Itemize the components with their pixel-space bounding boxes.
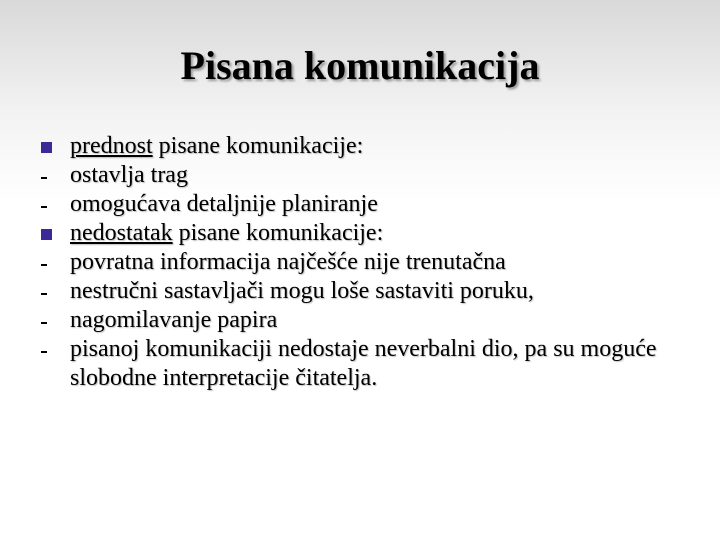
bullet-text: nestručni sastavljači mogu loše sastaviti poruku, [70, 278, 534, 304]
bullet-item [38, 190, 688, 219]
bullet-list [38, 132, 688, 393]
slide-title: Pisana komunikacija [180, 43, 540, 88]
bullet-text: pisanoj komunikaciji nedostaje neverbalni dio, pa su moguće slobodne interpretacije čitatelja. [70, 336, 657, 391]
bullet-text: omogućava detaljnije planiranje [70, 191, 378, 217]
bullet-item [38, 306, 688, 335]
bullet-text: pisane komunikacije: [172, 220, 384, 246]
bullet-item [38, 335, 688, 393]
dash-bullet-icon [38, 161, 58, 190]
bullet-item [38, 161, 688, 190]
bullet-item-advantage-heading [38, 132, 688, 161]
underlined-term: prednost [70, 133, 153, 159]
bullet-item [38, 248, 688, 277]
square-bullet-icon [38, 132, 58, 161]
dash-bullet-icon [38, 190, 58, 219]
dash-bullet-icon [38, 248, 58, 277]
square-bullet-icon [38, 219, 58, 248]
dash-bullet-icon [38, 277, 58, 306]
underlined-term: nedostatak [70, 220, 173, 246]
dash-bullet-icon [38, 335, 58, 364]
bullet-text: nagomilavanje papira [70, 307, 278, 333]
bullet-text: ostavlja trag [70, 162, 188, 188]
bullet-item-disadvantage-heading [38, 219, 688, 248]
bullet-item [38, 277, 688, 306]
bullet-text: povratna informacija najčešće nije trenutačna [70, 249, 506, 275]
bullet-text: pisane komunikacije: [152, 133, 364, 159]
dash-bullet-icon [38, 306, 58, 335]
